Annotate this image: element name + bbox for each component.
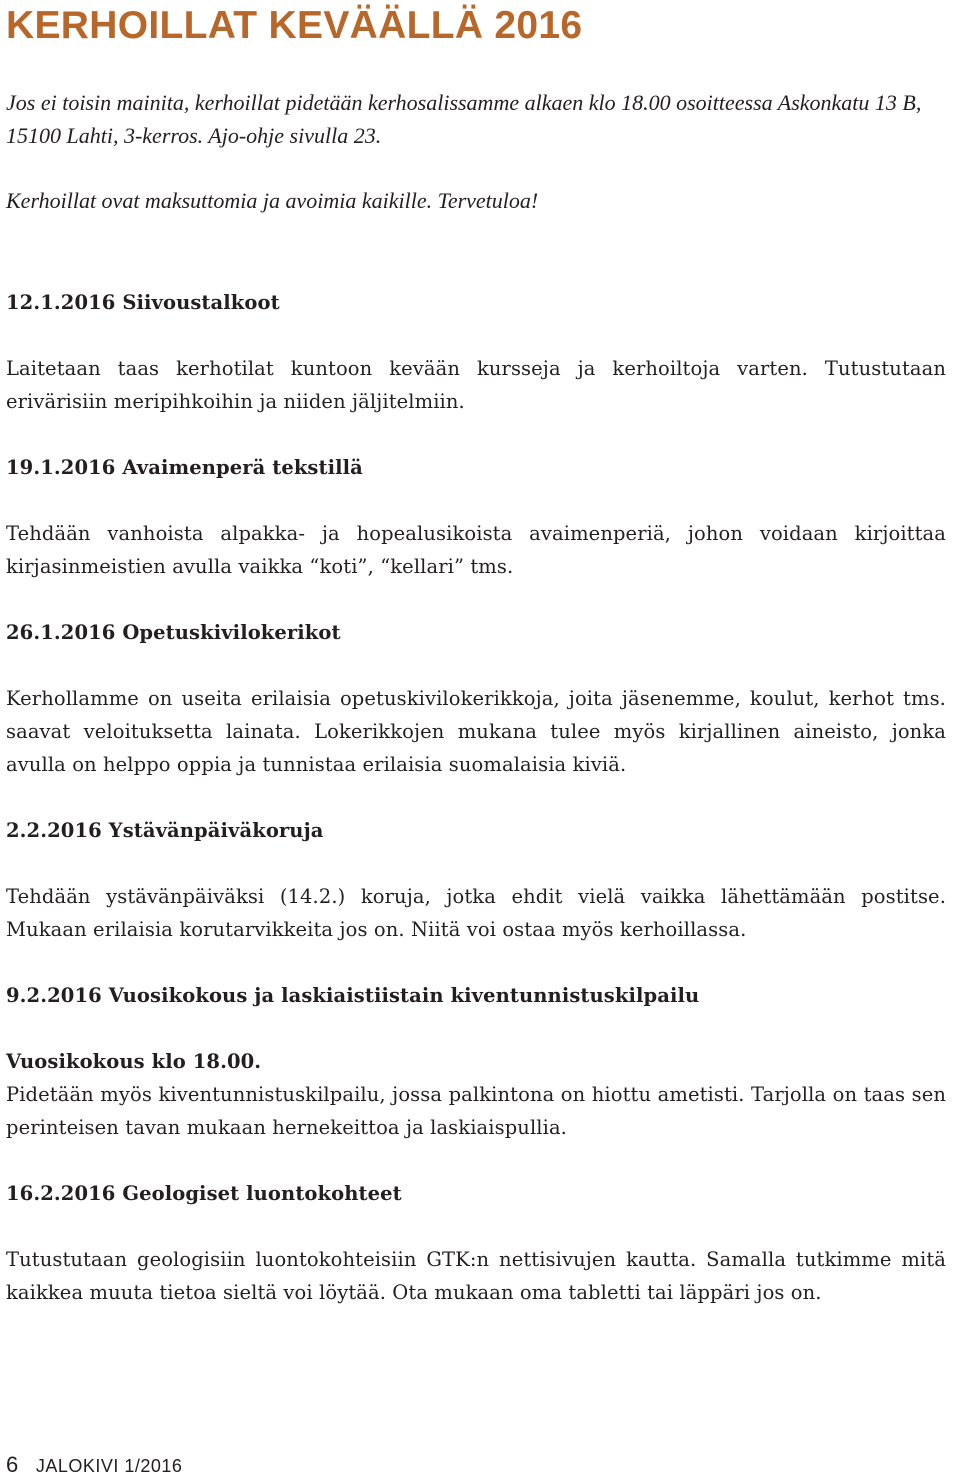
event-subheading: Vuosikokous klo 18.00. xyxy=(6,1050,262,1073)
magazine-name: JALOKIVI 1/2016 xyxy=(35,1456,183,1476)
intro-welcome: Kerhoillat ovat maksuttomia ja avoimia kaikille. Tervetuloa! xyxy=(6,188,539,213)
event-body: Kerhollamme on useita erilaisia opetuskivilokerikkoja, joita jäsenemme, koulut, kerhot tms. saavat veloituksetta lainata. Lokerikkojen mukana tulee myös kirjallinen aineisto, jonka avulla on helppo oppia ja tunnistaa erilaisia suomalaisia kiviä. xyxy=(6,687,946,776)
page-number: 6 xyxy=(6,1452,19,1477)
event-heading: 9.2.2016 Vuosikokous ja laskiaistiistain kiventunnistuskilpailu xyxy=(6,984,700,1007)
event-item xyxy=(6,814,946,946)
event-body: Pidetään myös kiventunnistuskilpailu, jossa palkintona on hiottu ametisti. Tarjolla on taas sen perinteisen tavan mukaan hernekeittoa ja laskiaispullia. xyxy=(6,1083,946,1139)
event-body: Tehdään ystävänpäiväksi (14.2.) koruja, jotka ehdit vielä vaikka lähettämään postitse. Mukaan erilaisia korutarvikkeita jos on. Niitä voi ostaa myös kerhoillassa. xyxy=(6,885,946,941)
event-heading: 19.1.2016 Avaimenperä tekstillä xyxy=(6,456,363,479)
event-body: Tutustutaan geologisiin luontokohteisiin GTK:n nettisivujen kautta. Samalla tutkimme mitä kaikkea muuta tietoa sieltä voi löytää. Ota mukaan oma tabletti tai läppäri jos on. xyxy=(6,1248,946,1304)
event-item xyxy=(6,979,946,1144)
event-heading: 12.1.2016 Siivoustalkoot xyxy=(6,291,280,314)
page-footer xyxy=(6,1452,182,1479)
event-heading: 2.2.2016 Ystävänpäiväkoruja xyxy=(6,819,324,842)
event-item xyxy=(6,451,946,583)
event-item xyxy=(6,1177,946,1309)
event-item xyxy=(6,616,946,781)
intro-text xyxy=(6,86,946,217)
intro-meeting-info: Jos ei toisin mainita, kerhoillat pidetään kerhosalissamme alkaen klo 18.00 osoitteessa Askonkatu 13 B, 15100 Lahti, 3-kerros. Ajo-ohje sivulla 23. xyxy=(6,90,922,148)
event-list xyxy=(6,286,946,1342)
event-body: Tehdään vanhoista alpakka- ja hopealusikoista avaimenperiä, johon voidaan kirjoittaa kirjasinmeistien avulla vaikka “koti”, “kellari” tms. xyxy=(6,522,946,578)
event-heading: 16.2.2016 Geologiset luontokohteet xyxy=(6,1182,402,1205)
event-body: Laitetaan taas kerhotilat kuntoon kevään kursseja ja kerhoiltoja varten. Tutustutaan erivärisiin meripihkoihin ja niiden jäljitelmiin. xyxy=(6,357,946,413)
page-title: KERHOILLAT KEVÄÄLLÄ 2016 xyxy=(6,4,583,47)
event-item xyxy=(6,286,946,418)
event-heading: 26.1.2016 Opetuskivilokerikot xyxy=(6,621,341,644)
